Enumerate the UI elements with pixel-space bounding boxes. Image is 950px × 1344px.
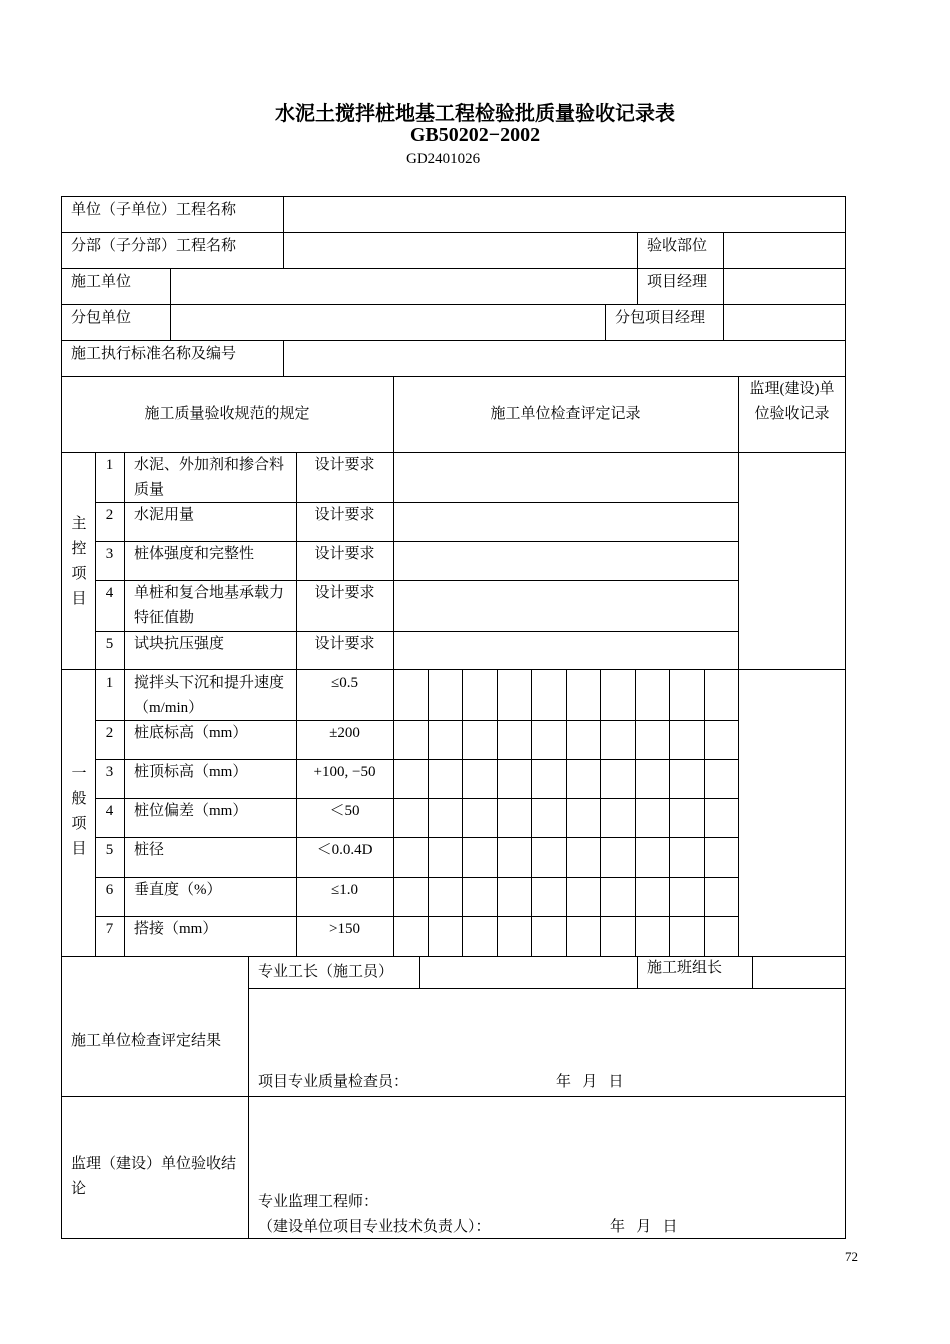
table-row-no: 4 [105,803,114,819]
table-row-spec: ≤1.0 [331,882,358,898]
table-row-spec: 设计要求 [314,507,375,523]
foreman-label: 专业工长（施工员） [258,964,394,980]
inspector-label: 项目专业质量检查员： [258,1074,409,1090]
table-row-no: 5 [105,636,114,652]
table-row-no: 1 [105,457,114,473]
table-row-no: 2 [105,507,114,523]
table-row-spec: 设计要求 [314,636,375,652]
table-row-no: 3 [105,546,114,562]
spec-header: 施工质量验收规范的规定 [144,406,310,422]
form-title: 水泥土搅拌桩地基工程检验批质量验收记录表 [275,101,675,125]
table-row-no: 7 [105,921,114,937]
table-row-spec: 设计要求 [314,546,375,562]
table-row-item: 搅拌头下沉和提升速度（m/min） [134,675,285,716]
conclusion-date: 年 月 日 [610,1219,678,1235]
table-row-spec: +100, −50 [313,764,376,780]
engineer-label: 专业监理工程师： [258,1194,379,1210]
result-date: 年 月 日 [556,1074,624,1090]
table-row-item: 水泥、外加剂和掺合料质量 [134,457,285,498]
page-number: 72 [845,1249,858,1264]
subcontract-manager-label: 分包项目经理 [615,310,706,326]
general-items-group-label: 一般项目 [71,766,87,857]
table-row-spec: 设计要求 [314,585,375,601]
sub-project-label: 分部（子分部）工程名称 [71,238,237,254]
table-row-no: 4 [105,585,114,601]
subcontract-unit-label: 分包单位 [71,310,132,326]
standard-name-label: 施工执行标准名称及编号 [71,346,237,362]
project-manager-label: 项目经理 [647,274,708,290]
table-row-item: 桩顶标高（mm） [134,764,248,780]
table-row-spec: ±200 [329,725,360,741]
table-row-item: 桩体强度和完整性 [134,546,255,562]
form-code: GD2401026 [406,151,481,167]
unit-project-label: 单位（子单位）工程名称 [71,202,237,218]
table-row-item: 单桩和复合地基承载力特征值勘 [134,585,285,626]
table-row-item: 试块抗压强度 [134,636,225,652]
conclusion-label: 监理（建设）单位验收结论 [71,1156,237,1197]
construction-unit-label: 施工单位 [71,274,132,290]
table-row-no: 5 [105,842,114,858]
table-row-item: 桩底标高（mm） [134,725,248,741]
main-items-group-label: 主控项目 [71,516,87,607]
table-row-no: 1 [105,675,114,691]
supervision-header: 监理(建设)单位验收记录 [749,381,835,422]
owner-label: （建设单位项目专业技术负责人）： [258,1219,491,1235]
table-row-spec: ≤0.5 [331,675,358,691]
table-row-no: 3 [105,764,114,780]
table-row-item: 垂直度（%） [134,882,222,898]
table-row-item: 水泥用量 [134,507,195,523]
table-row-no: 6 [105,882,114,898]
table-row-spec: ＜0.0.4D [316,842,373,858]
table-row-spec: 设计要求 [314,457,375,473]
result-label: 施工单位检查评定结果 [71,1033,222,1049]
record-header: 施工单位检查评定记录 [490,406,641,422]
table-row-item: 搭接（mm） [134,921,218,937]
table-row-spec: >150 [329,921,360,937]
table-row-item: 桩径 [134,842,165,858]
table-row-spec: ＜50 [329,803,360,819]
standard-code: GB50202−2002 [409,124,541,146]
table-row-item: 桩位偏差（mm） [134,803,248,819]
team-leader-label: 施工班组长 [647,960,723,976]
acceptance-part-label: 验收部位 [647,238,708,254]
table-row-no: 2 [105,725,114,741]
